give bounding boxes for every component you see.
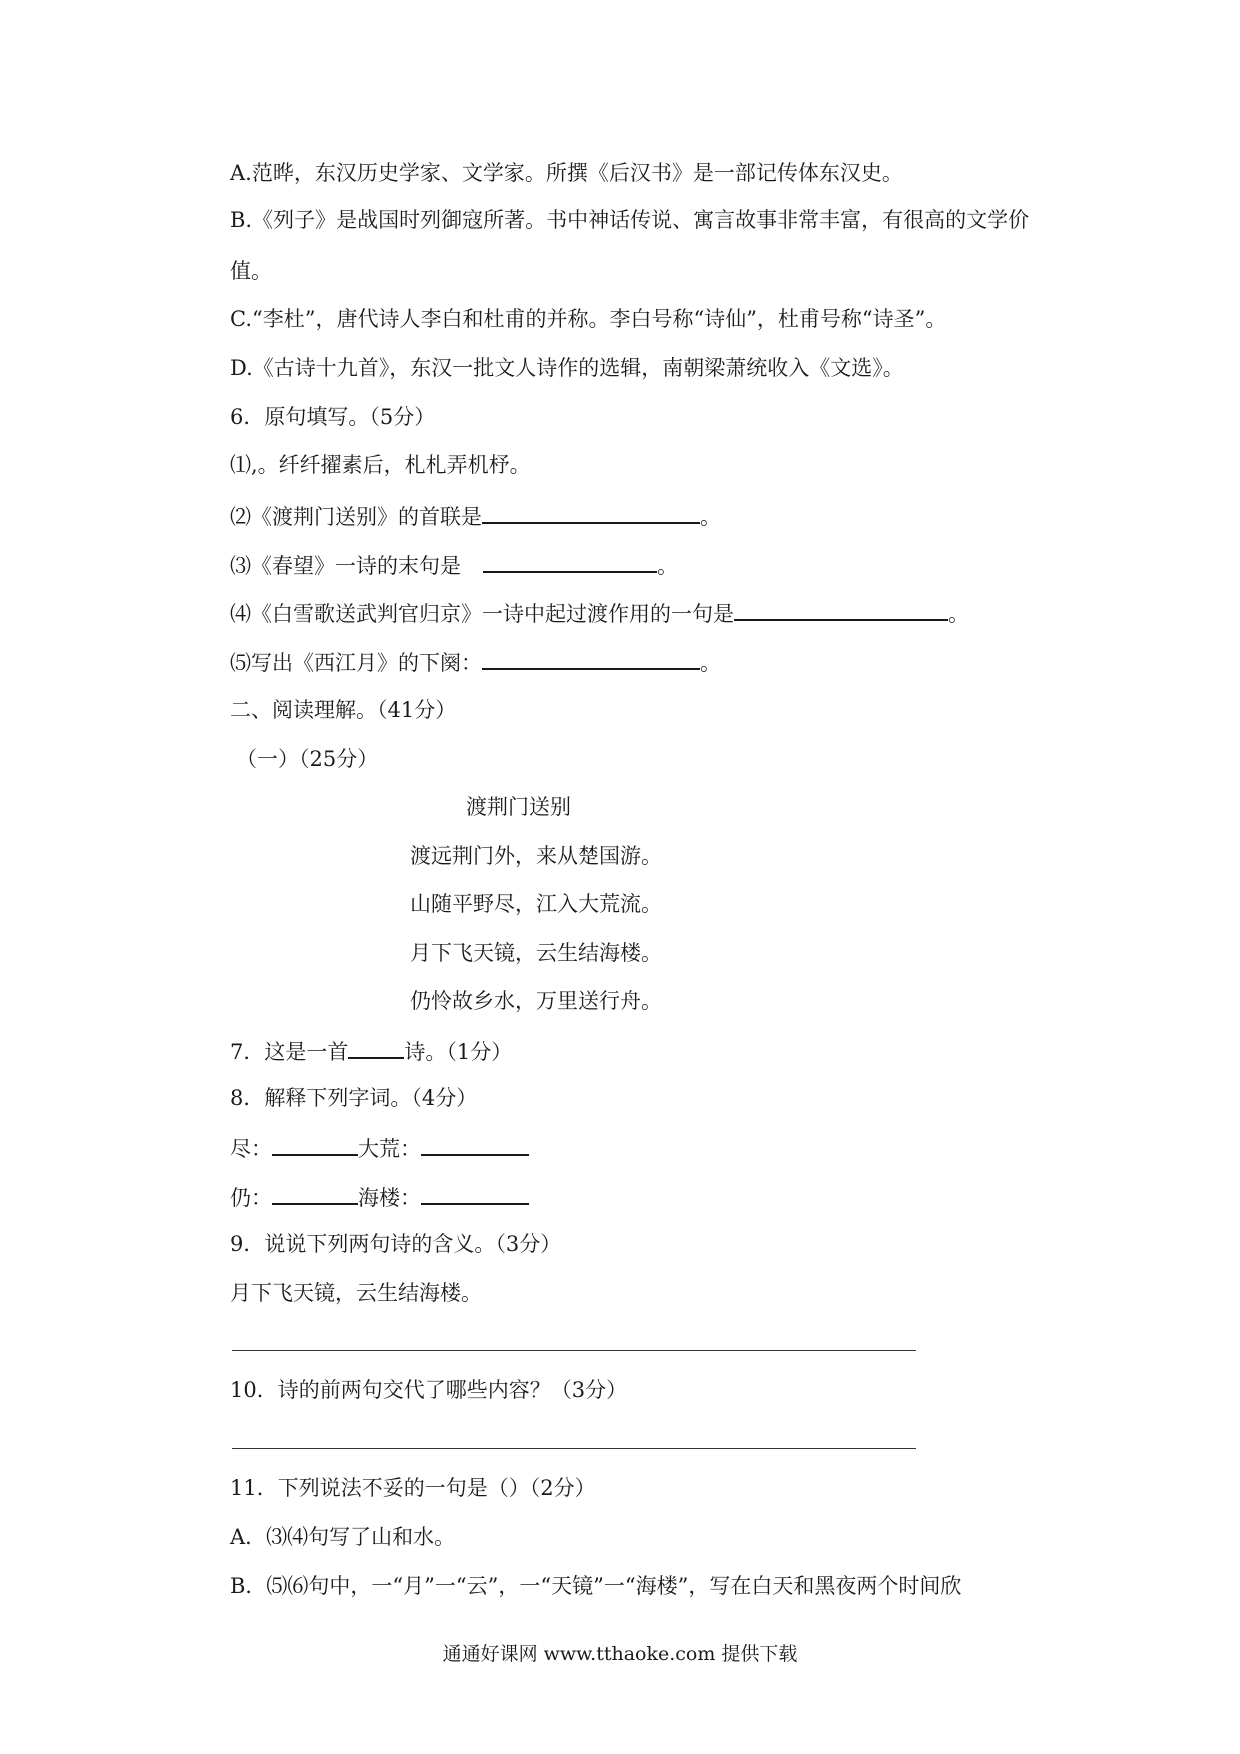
word-label: 大荒： bbox=[358, 1137, 421, 1161]
option-b-continued: 值。 bbox=[230, 259, 272, 283]
item-5-end: 。 bbox=[700, 651, 721, 675]
poem-line: 月下飞天镜，云生结海楼。 bbox=[410, 941, 662, 965]
question-10-title: 10．诗的前两句交代了哪些内容？（3分） bbox=[230, 1378, 628, 1402]
item-4-text: ⑷《白雪歌送武判官归京》一诗中起过渡作用的一句是 bbox=[230, 602, 734, 626]
item-4-end: 。 bbox=[948, 602, 969, 626]
answer-blank[interactable] bbox=[482, 646, 700, 670]
answer-blank[interactable] bbox=[421, 1132, 529, 1156]
word-label: 仍： bbox=[230, 1186, 272, 1210]
question-6-item-5 bbox=[230, 646, 721, 678]
answer-blank[interactable] bbox=[272, 1181, 358, 1205]
item-3-text: ⑶《春望》一诗的末句是 bbox=[230, 554, 461, 578]
question-6-item-1: ⑴,。纤纤擢素后，札札弄机杼。 bbox=[230, 453, 531, 477]
poem-title: 渡荆门送别 bbox=[466, 795, 571, 819]
question-8-row-1 bbox=[230, 1132, 529, 1164]
question-8-row-2 bbox=[230, 1181, 529, 1213]
answer-blank[interactable] bbox=[483, 549, 657, 573]
question-6-title: 6．原句填写。（5分） bbox=[230, 405, 436, 429]
item-2-end: 。 bbox=[700, 505, 721, 529]
answer-blank[interactable] bbox=[482, 500, 700, 524]
part-2-subsection-1: （一）（25分） bbox=[236, 747, 379, 771]
item-3-end: 。 bbox=[657, 554, 678, 578]
question-6-item-2 bbox=[230, 500, 721, 532]
answer-line[interactable] bbox=[232, 1350, 916, 1351]
question-8-title: 8．解释下列字词。（4分） bbox=[230, 1086, 478, 1110]
poem-line: 仍怜故乡水，万里送行舟。 bbox=[410, 989, 662, 1013]
option-b: B.《列子》是战国时列御寇所著。书中神话传说、寓言故事非常丰富，有很高的文学价 bbox=[230, 208, 1030, 232]
poem-line: 山随平野尽，江入大荒流。 bbox=[410, 892, 662, 916]
option-a: A.范晔，东汉历史学家、文学家。所撰《后汉书》是一部记传体东汉史。 bbox=[230, 161, 903, 185]
question-9-title: 9．说说下列两句诗的含义。（3分） bbox=[230, 1232, 562, 1256]
answer-blank[interactable] bbox=[272, 1132, 358, 1156]
question-9-quote: 月下飞天镜，云生结海楼。 bbox=[230, 1281, 482, 1305]
option-c: C.“李杜”，唐代诗人李白和杜甫的并称。李白号称“诗仙”，杜甫号称“诗圣”。 bbox=[230, 307, 947, 331]
question-6-item-4 bbox=[230, 597, 969, 629]
page-footer: 通通好课网 www.tthaoke.com 提供下载 bbox=[442, 1643, 798, 1665]
answer-line[interactable] bbox=[232, 1448, 916, 1449]
option-d: D.《古诗十九首》，东汉一批文人诗作的选辑，南朝梁萧统收入《文选》。 bbox=[230, 356, 904, 380]
question-11-option-b: B．⑸⑹句中，一“月”一“云”，一“天镜”一“海楼”，写在白天和黑夜两个时间欣 bbox=[230, 1574, 962, 1598]
question-6-item-3 bbox=[230, 549, 678, 581]
question-7 bbox=[230, 1035, 512, 1067]
question-7-text: 7．这是一首 bbox=[230, 1040, 349, 1064]
word-label: 尽： bbox=[230, 1137, 272, 1161]
answer-blank[interactable] bbox=[734, 597, 948, 621]
answer-blank[interactable] bbox=[348, 1035, 404, 1059]
item-2-text: ⑵《渡荆门送别》的首联是 bbox=[230, 505, 482, 529]
question-11-title: 11．下列说法不妥的一句是（）（2分） bbox=[230, 1476, 596, 1500]
answer-blank[interactable] bbox=[421, 1181, 529, 1205]
poem-line: 渡远荆门外，来从楚国游。 bbox=[410, 844, 662, 868]
word-label: 海楼： bbox=[358, 1186, 421, 1210]
item-5-text: ⑸写出《西江月》的下阕： bbox=[230, 651, 482, 675]
question-7-text-end: 诗。（1分） bbox=[404, 1040, 513, 1064]
question-11-option-a: A．⑶⑷句写了山和水。 bbox=[230, 1525, 456, 1549]
part-2-title: 二、阅读理解。（41分） bbox=[230, 698, 457, 722]
